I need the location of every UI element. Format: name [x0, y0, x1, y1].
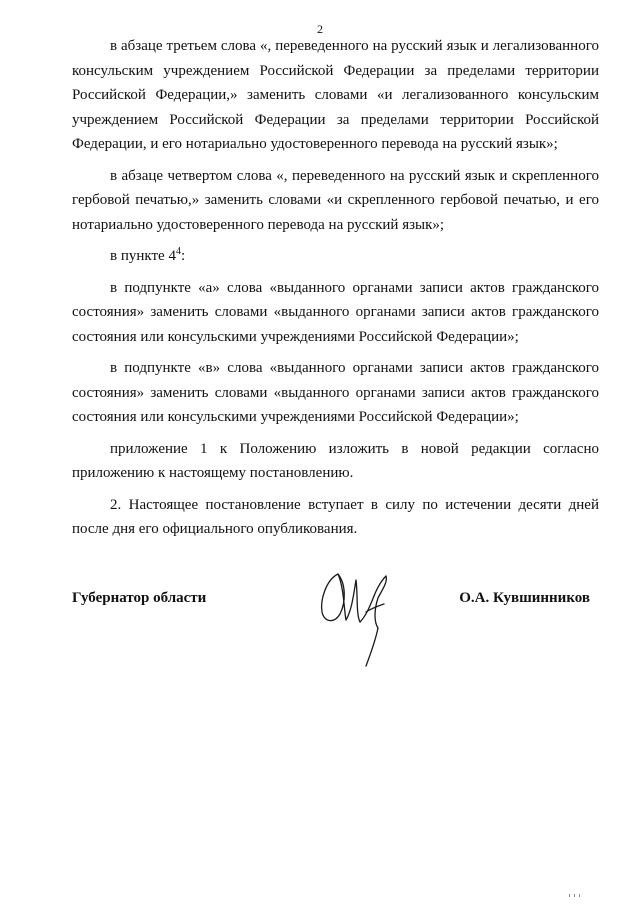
paragraph-third-clause: в абзаце третьем слова «, переведенного на русский язык и легализованного консульским учреждением Российской Федерации за пределами территории Российской Федерации,» заменить словами «и легализованного консульским учреждением Российской Федерации за пределами территории Российской Федерации, и его нотариально удостоверенного перевода на русский язык»;	[72, 38, 599, 152]
point-prefix: в пункте 4	[110, 248, 176, 264]
paragraph-subpoint-a: в подпункте «а» слова «выданного органами записи актов гражданского состояния» заменить словами «выданного органами записи актов гражданского состояния или консульскими учреждениями Российской Федерации»;	[72, 279, 599, 345]
document-body	[72, 34, 599, 549]
paragraph-fourth-clause: в абзаце четвертом слова «, переведенного на русский язык и скрепленного гербовой печатью,» заменить словами «и скрепленного гербовой печатью, и его нотариально удостоверенного перевода на русский язык»;	[72, 167, 599, 233]
point-suffix: :	[180, 248, 186, 264]
handwritten-signature-icon	[316, 566, 400, 670]
paragraph-subpoint-v: в подпункте «в» слова «выданного органами записи актов гражданского состояния» заменить словами «выданного органами записи актов гражданского состояния или консульскими учреждениями Российской Федерации»;	[72, 360, 599, 425]
signatory-title: Губернатор области	[72, 590, 207, 606]
paragraph-effective-date: 2. Настоящее постановление вступает в силу по истечении десяти дней после дня его официального опубликования.	[72, 496, 599, 537]
paragraph-point-4-4	[72, 244, 599, 269]
scan-artifact-icon	[568, 892, 582, 898]
page-number: 2	[317, 22, 323, 36]
signature-block	[72, 574, 590, 674]
point-superscript: 4	[175, 246, 181, 257]
signatory-name: О.А. Кувшинников	[459, 590, 590, 606]
paragraph-appendix: приложение 1 к Положению изложить в новой редакции согласно приложению к настоящему постановлению.	[72, 440, 599, 481]
